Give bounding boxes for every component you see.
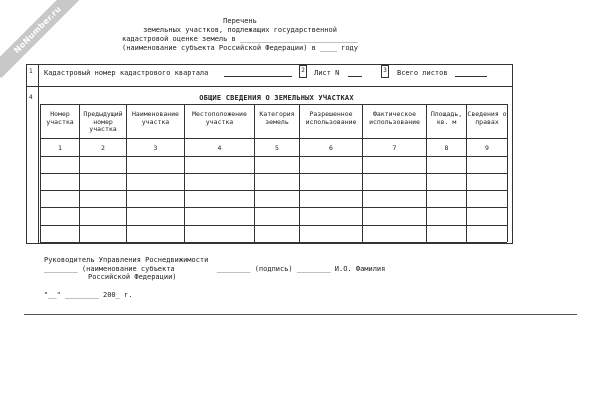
col-number: 8: [444, 144, 449, 152]
col-number: 3: [153, 144, 158, 152]
signature-title: Руководитель Управления Роснедвижимости: [44, 256, 209, 264]
table-row: [40, 190, 507, 191]
total-field[interactable]: [455, 76, 487, 77]
col-header-category: Категория земель: [259, 110, 295, 126]
page-bottom-rule: [24, 314, 577, 315]
col-header-location: Местоположение участка: [192, 110, 247, 126]
col-header-area: Площадь, кв. м: [430, 110, 463, 126]
doc-title-line4: (наименование субъекта Российской Федерации) в ____ году: [121, 44, 358, 52]
section-header: ОБЩИЕ СВЕДЕНИЯ О ЗЕМЕЛЬНЫХ УЧАСТКАХ: [199, 94, 354, 102]
date-line: "__" ________ 200_ г.: [44, 291, 133, 299]
table-row: [40, 225, 507, 226]
table-row: [40, 207, 507, 208]
row1-number: 1: [29, 68, 33, 75]
table-top: [40, 104, 507, 105]
form-frame: [26, 64, 513, 244]
sheet-label: Лист N: [314, 69, 340, 77]
col-header-prev-number: Предыдущий номер участка: [83, 110, 123, 133]
col-number: 6: [329, 144, 333, 152]
total-cell-number: 3: [381, 65, 389, 78]
row4-number: 4: [29, 94, 33, 101]
number-row-bottom: [40, 156, 507, 157]
col-number: 5: [275, 144, 279, 152]
row1-divider: [26, 86, 513, 87]
col-number: 2: [101, 144, 105, 152]
col-header-plot-number: Номер участка: [46, 110, 74, 126]
signature-line: ________ (наименование субъекта ________ (подпись) ________ И.О. Фамилия: [44, 265, 386, 273]
col-number: 1: [58, 144, 62, 152]
watermark-ribbon: NoNumber.ru: [0, 0, 86, 78]
col-header-rights: Сведения о правах: [467, 110, 507, 126]
table-row: [40, 173, 507, 174]
doc-title-line3: кадастровой оценке земель в ____________________________: [121, 35, 358, 43]
cadastral-field[interactable]: [224, 76, 292, 77]
doc-title-line2: земельных участков, подлежащих государственной: [143, 26, 337, 34]
col-number: 4: [217, 144, 222, 152]
signature-subject: Российской Федерации): [88, 273, 177, 281]
sheet-cell-number: 2: [299, 65, 307, 78]
col-number: 9: [485, 144, 489, 152]
col-line: [507, 104, 508, 242]
header-bottom: [40, 138, 507, 139]
col-number: 7: [392, 144, 397, 152]
col-header-actual-use: Фактическое использование: [369, 110, 420, 126]
gutter-line: [38, 64, 39, 244]
total-label: Всего листов: [397, 69, 448, 77]
table-bottom: [40, 242, 507, 243]
col-header-permitted-use: Разрешенное использование: [305, 110, 357, 126]
sheet-field[interactable]: [348, 76, 362, 77]
col-header-plot-name: Наименование участка: [132, 110, 179, 126]
cadastral-label: Кадастровый номер кадастрового квартала: [44, 69, 209, 77]
doc-title: Перечень: [223, 17, 257, 25]
